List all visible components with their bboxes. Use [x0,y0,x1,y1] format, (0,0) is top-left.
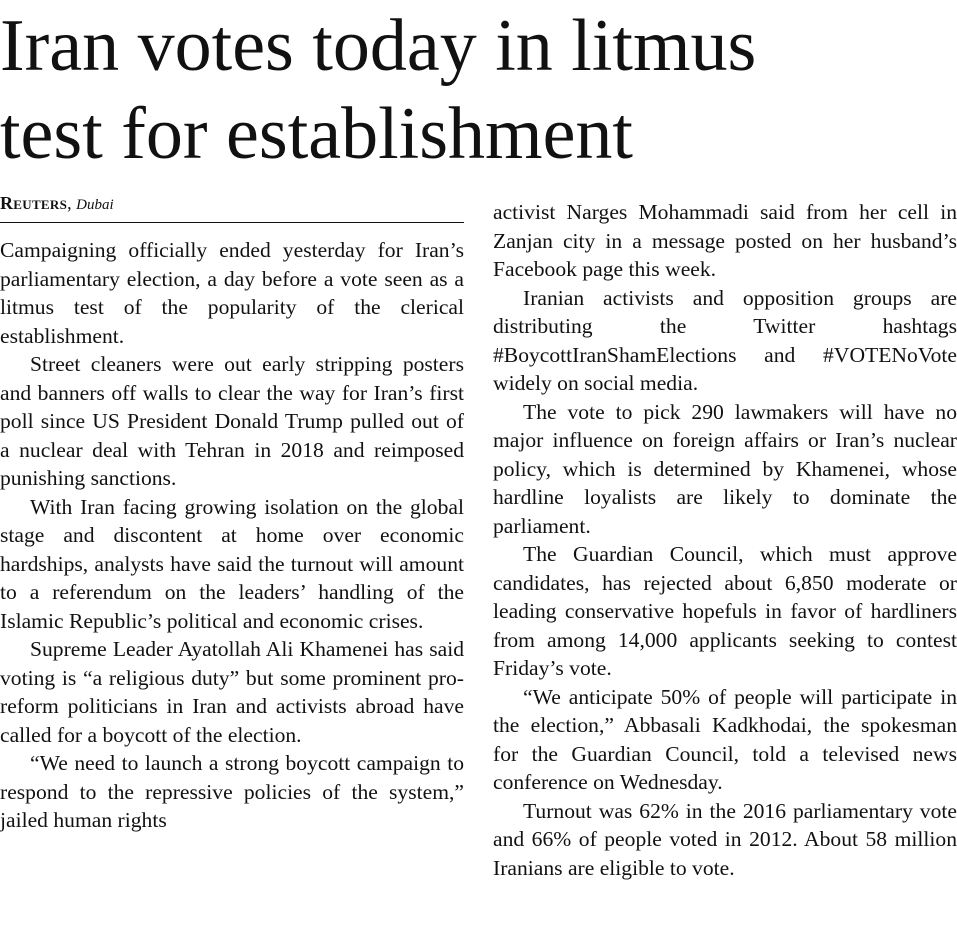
paragraph: “We anticipate 50% of people will participate in the election,” Abbasali Kadkhodai, the spokesman for the Guardian Council, told a televised news conference on Wednesday. [493,684,957,794]
byline-agency: Reuters [0,193,68,213]
paragraph: “We need to launch a strong boycott campaign to respond to the repressive policies of the system,” jailed human rights [0,751,464,832]
byline-dateline: Dubai [76,197,114,213]
paragraph: Turnout was 62% in the 2016 parliamentary vote and 66% of people voted in 2012. About 58 million Iranians are eligible to vote. [493,798,957,880]
paragraph: With Iran facing growing isolation on the global stage and discontent at home over economic hardships, analysts have said the turnout will amount to a referendum on the leaders’ handling of the Islamic Republic’s political and economic crises. [0,494,464,633]
paragraph: Campaigning officially ended yesterday for Iran’s parliamentary election, a day before a vote seen as a litmus test of the popularity of the clerical establishment. [0,238,464,348]
paragraph: The vote to pick 290 lawmakers will have no major influence on foreign affairs or Iran’s nuclear policy, which is determined by Khamenei, whose hardline loyalists are likely to dominate the parliament. [493,399,957,538]
byline-separator: , [67,193,72,213]
paragraph: Iranian activists and opposition groups are distributing the Twitter hashtags #BoycottIranShamElections and #VOTENoVote widely on social media. [493,285,957,395]
article-column-left [0,236,464,835]
article-headline [0,2,957,178]
byline [0,190,464,223]
headline-line-1: Iran votes today in litmus [0,5,757,87]
headline-line-2: test for establishment [0,93,633,175]
paragraph-continued: activist Narges Mohammadi said from her cell in Zanjan city in a message posted on her husband’s Facebook page this week. [493,200,957,281]
article-column-right [493,198,957,882]
paragraph: The Guardian Council, which must approve candidates, has rejected about 6,850 moderate or leading conservative hopefuls in favor of hardliners from among 14,000 applicants seeking to contest Friday’s vote. [493,542,957,680]
paragraph: Supreme Leader Ayatollah Ali Khamenei has said voting is “a religious duty” but some prominent pro-reform politicians in Iran and activists abroad have called for a boycott of the election. [0,637,464,747]
paragraph: Street cleaners were out early stripping posters and banners off walls to clear the way for Iran’s first poll since US President Donald Trump pulled out of a nuclear deal with Tehran in 2018 and reimposed punishing sanctions. [0,352,464,490]
